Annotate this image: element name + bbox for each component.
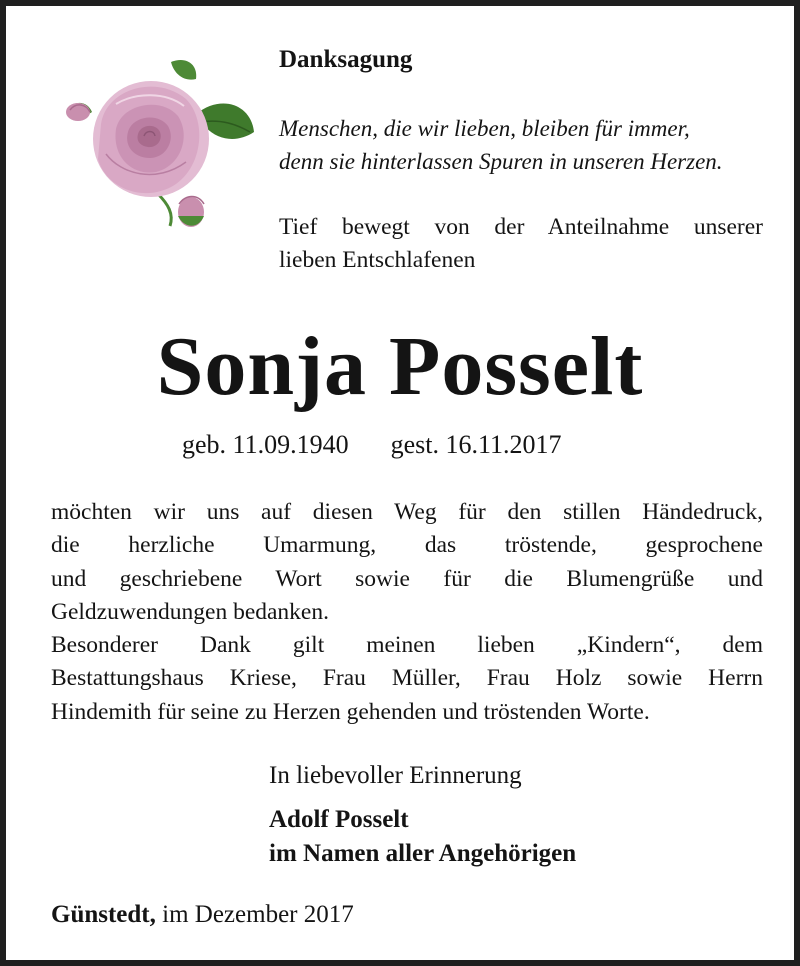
intro-text (279, 211, 763, 277)
place-and-date (51, 901, 354, 929)
birth-date: geb. 11.09.1940 (182, 430, 349, 459)
body-line: die herzliche Umarmung, das tröstende, gesprochene (51, 532, 763, 559)
body-line: Bestattungshaus Kriese, Frau Müller, Frau Holz sowie Herrn (51, 665, 763, 692)
death-date: gest. 16.11.2017 (390, 430, 562, 459)
body-line: Hindemith für seine zu Herzen gehenden und tröstenden Worte. (51, 698, 650, 725)
life-dates (182, 430, 562, 460)
date-text: im Dezember 2017 (162, 901, 354, 928)
body-line: und geschriebene Wort sowie für die Blumengrüße und (51, 565, 763, 592)
place-name: Günstedt, (51, 901, 156, 928)
quote-line: Menschen, die wir lieben, bleiben für immer, (279, 116, 690, 141)
closing-phrase: In liebevoller Erinnerung (269, 762, 522, 789)
signature-block (269, 803, 576, 871)
body-line: Geldzuwendungen bedanken. (51, 598, 329, 625)
thanks-text (51, 496, 763, 729)
notice-heading: Danksagung (279, 46, 413, 73)
rose-icon (46, 44, 266, 244)
signatory-note: im Namen aller Angehörigen (269, 840, 577, 867)
body-line: Besonderer Dank gilt meinen lieben „Kindern“, dem (51, 632, 763, 659)
body-line: möchten wir uns auf diesen Weg für den stillen Händedruck, (51, 499, 763, 525)
memorial-quote (279, 112, 723, 178)
intro-line: Tief bewegt von der Anteilnahme unserer (279, 214, 763, 240)
quote-line: denn sie hinterlassen Spuren in unseren Herzen. (279, 149, 723, 174)
deceased-name: Sonja Posselt (156, 320, 644, 413)
signatory-name: Adolf Posselt (269, 806, 409, 833)
intro-line: lieben Entschlafenen (279, 247, 476, 273)
